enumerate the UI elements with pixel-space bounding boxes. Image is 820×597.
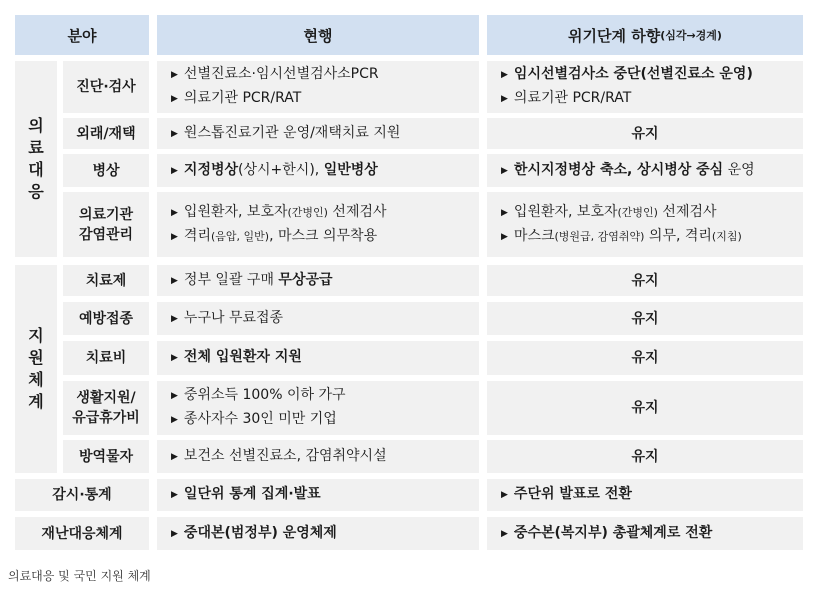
crisis-vaccination: 유지 — [487, 302, 803, 335]
list-item: ▶ 중위소득 100% 이하 가구 — [171, 387, 346, 403]
triangle-right-icon: ▶ — [171, 313, 178, 324]
category-disaster: 재난대응체계 — [15, 517, 149, 550]
current-supplies — [157, 440, 479, 473]
triangle-right-icon: ▶ — [501, 490, 508, 500]
category-infection-line: 감염관리 — [78, 226, 134, 243]
list-item: ▶ 정부 일괄 구매 무상공급 — [171, 271, 333, 288]
current-surveillance — [157, 479, 479, 511]
list-item: ▶ 임시선별검사소 중단(선별진료소 운영) — [501, 66, 753, 82]
triangle-right-icon: ▶ — [501, 207, 508, 218]
category-vaccination: 예방접종 — [63, 302, 149, 335]
group-medical-char: 의 — [28, 116, 44, 135]
category-treatment: 치료제 — [63, 265, 149, 296]
current-beds — [157, 154, 479, 187]
list-item: ▶ 한시지정병상 축소, 상시병상 중심 운영 — [501, 161, 755, 178]
crisis-surveillance — [487, 479, 803, 511]
group-support-char: 지 — [28, 326, 44, 345]
list-item: ▶ 입원환자, 보호자(간병인) 선제검사 — [171, 203, 387, 220]
triangle-right-icon: ▶ — [501, 231, 508, 242]
header-crisis-sub: (심각→경계) — [660, 29, 722, 42]
group-medical-char: 료 — [28, 138, 44, 157]
list-item: ▶ 의료기관 PCR/RAT — [171, 90, 302, 106]
group-support-char: 원 — [28, 348, 44, 367]
current-disaster — [157, 517, 479, 550]
header-crisis-main: 위기단계 하향 — [568, 26, 661, 45]
crisis-living-support: 유지 — [487, 381, 803, 435]
list-item: ▶ 지정병상(상시+한시), 일반병상 — [171, 161, 378, 178]
category-infection-line: 의료기관 — [78, 206, 134, 223]
triangle-right-icon: ▶ — [171, 391, 178, 401]
category-living-support — [63, 381, 149, 435]
category-living-support-line: 유급휴가비 — [72, 410, 140, 426]
triangle-right-icon: ▶ — [171, 275, 178, 286]
crisis-infection — [487, 192, 803, 257]
triangle-right-icon: ▶ — [171, 70, 178, 80]
triangle-right-icon: ▶ — [171, 451, 178, 462]
triangle-right-icon: ▶ — [171, 207, 178, 218]
current-diagnosis — [157, 61, 479, 113]
current-living-support — [157, 381, 479, 435]
list-item: ▶ 보건소 선별진료소, 감염취약시설 — [171, 447, 387, 464]
list-item: ▶ 전체 입원환자 지원 — [171, 349, 302, 365]
crisis-medical-cost: 유지 — [487, 341, 803, 375]
header-crisis — [487, 15, 803, 55]
category-supplies: 방역물자 — [63, 440, 149, 473]
current-outpatient — [157, 118, 479, 149]
triangle-right-icon: ▶ — [171, 94, 178, 104]
triangle-right-icon: ▶ — [171, 165, 178, 176]
list-item: ▶ 격리(음압, 일반), 마스크 의무착용 — [171, 227, 378, 244]
crisis-outpatient: 유지 — [487, 118, 803, 149]
header-current: 현행 — [157, 15, 479, 55]
category-surveillance: 감시·통계 — [15, 479, 149, 511]
list-item: ▶ 일단위 통계 집계·발표 — [171, 486, 321, 502]
category-outpatient: 외래/재택 — [63, 118, 149, 149]
triangle-right-icon: ▶ — [171, 128, 178, 139]
list-item: ▶ 입원환자, 보호자(간병인) 선제검사 — [501, 203, 717, 220]
list-item: ▶ 주단위 발표로 전환 — [501, 486, 632, 502]
crisis-diagnosis — [487, 61, 803, 113]
triangle-right-icon: ▶ — [171, 528, 178, 539]
list-item: ▶ 의료기관 PCR/RAT — [501, 90, 632, 106]
crisis-supplies: 유지 — [487, 440, 803, 473]
list-item: ▶ 마스크(병원급, 감염취약) 의무, 격리(지침) — [501, 227, 742, 244]
current-infection — [157, 192, 479, 257]
triangle-right-icon: ▶ — [171, 490, 178, 500]
triangle-right-icon: ▶ — [171, 353, 178, 363]
current-medical-cost — [157, 341, 479, 375]
triangle-right-icon: ▶ — [501, 70, 508, 80]
current-treatment — [157, 265, 479, 296]
triangle-right-icon: ▶ — [171, 231, 178, 242]
list-item: ▶ 종사자수 30인 미만 기업 — [171, 411, 337, 427]
category-infection — [63, 192, 149, 257]
triangle-right-icon: ▶ — [171, 415, 178, 425]
list-item: ▶ 중수본(복지부) 총괄체계로 전환 — [501, 524, 713, 541]
group-medical-char: 응 — [28, 182, 44, 201]
figure-caption: 의료대응 및 국민 지원 체계 — [8, 569, 151, 583]
header-field: 분야 — [15, 15, 149, 55]
triangle-right-icon: ▶ — [501, 94, 508, 104]
list-item: ▶ 중대본(범정부) 운영체제 — [171, 524, 337, 541]
category-diagnosis: 진단·검사 — [63, 61, 149, 113]
category-medical-cost: 치료비 — [63, 341, 149, 375]
group-support-char: 계 — [28, 392, 44, 411]
group-medical — [15, 61, 57, 257]
group-medical-char: 대 — [28, 160, 44, 179]
group-support-char: 체 — [28, 370, 44, 389]
crisis-treatment: 유지 — [487, 265, 803, 296]
triangle-right-icon: ▶ — [501, 165, 508, 176]
group-support — [15, 265, 57, 473]
category-living-support-line: 생활지원/ — [76, 390, 136, 406]
current-vaccination — [157, 302, 479, 335]
category-beds: 병상 — [63, 154, 149, 187]
crisis-beds — [487, 154, 803, 187]
triangle-right-icon: ▶ — [501, 528, 508, 539]
list-item: ▶ 원스톱진료기관 운영/재택치료 지원 — [171, 124, 401, 141]
list-item: ▶ 누구나 무료접종 — [171, 309, 284, 326]
list-item: ▶ 선별진료소·임시선별검사소PCR — [171, 66, 379, 82]
crisis-disaster — [487, 517, 803, 550]
